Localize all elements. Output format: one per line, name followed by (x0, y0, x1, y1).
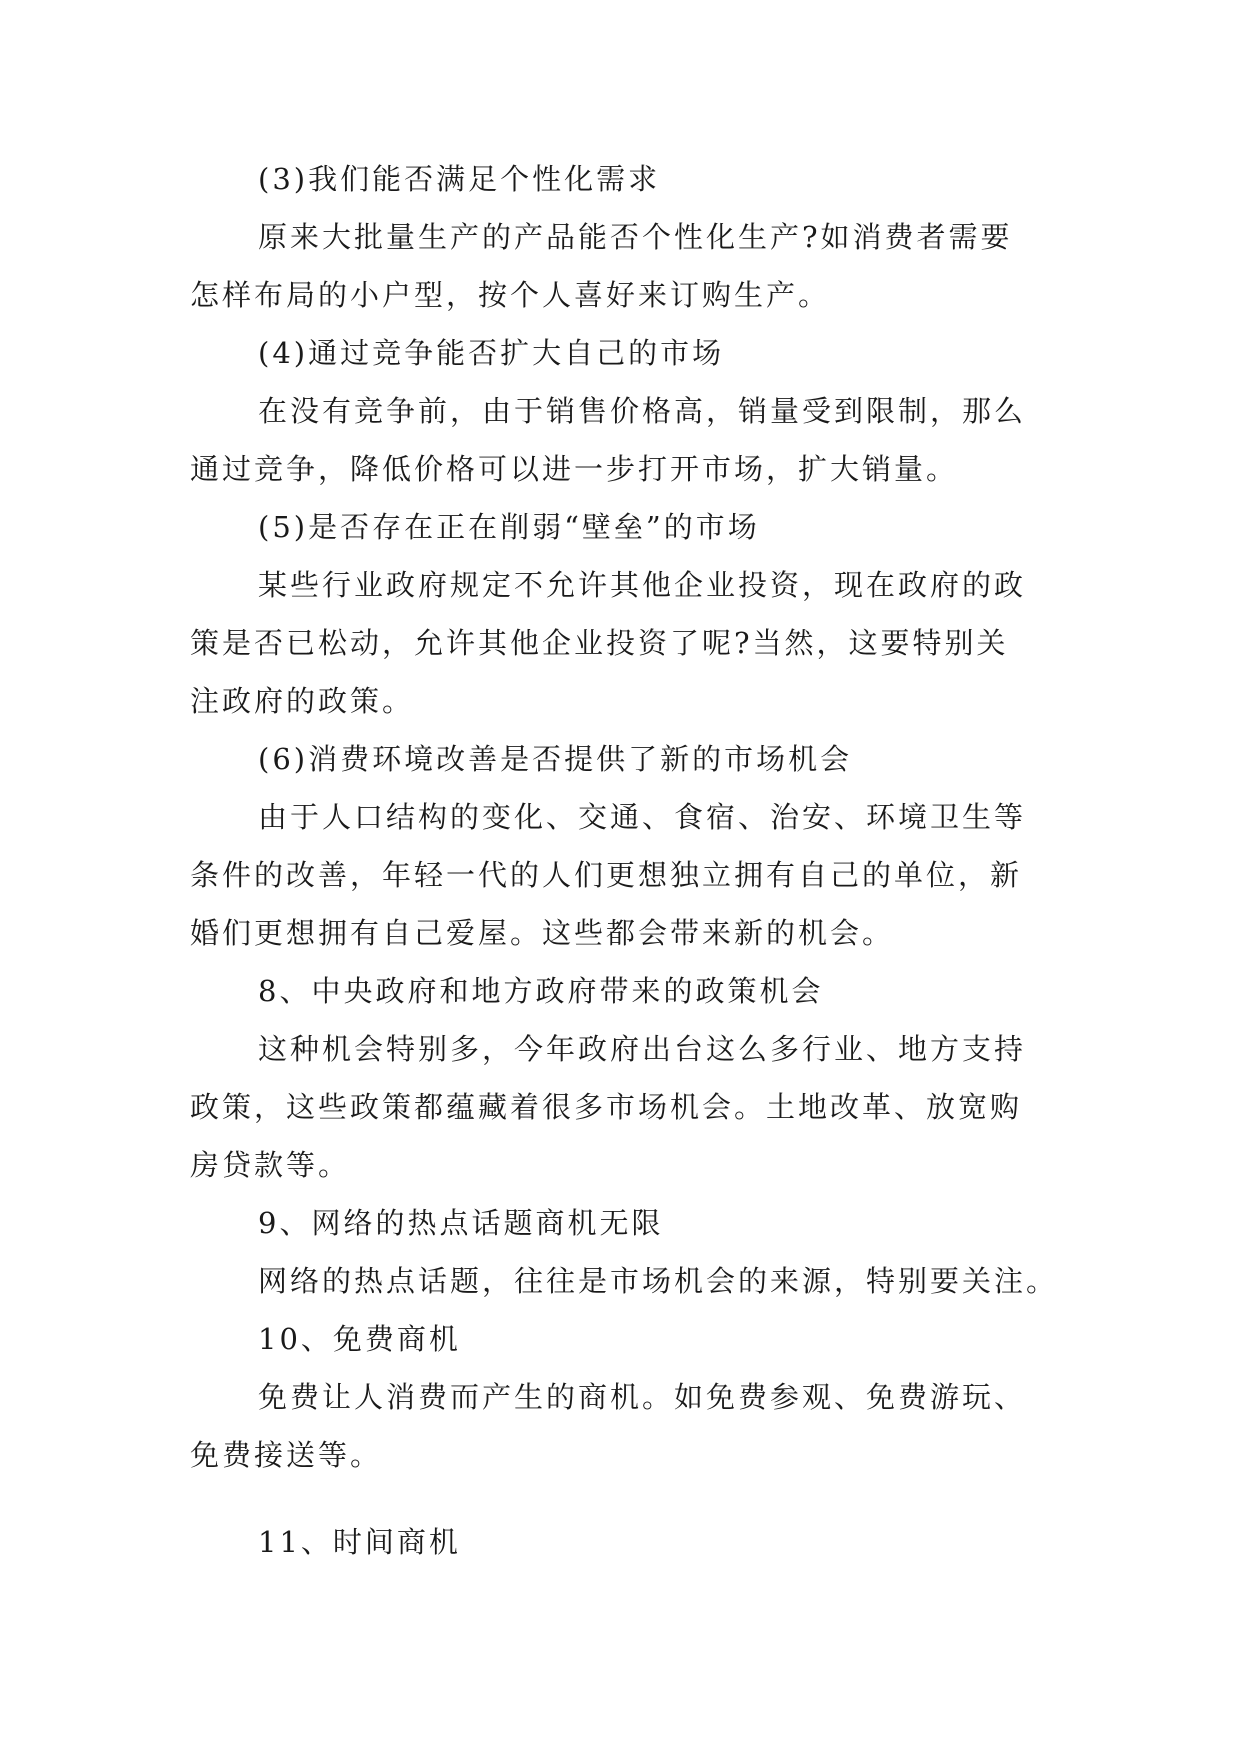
paragraph-line: 免费接送等。 (190, 1438, 383, 1472)
paragraph-line: 在没有竞争前，由于销售价格高，销量受到限制，那么 (258, 394, 1027, 428)
section-heading-8: 8、中央政府和地方政府带来的政策机会 (258, 974, 824, 1008)
paragraph-line: 房贷款等。 (190, 1148, 351, 1182)
subheading-6: (6)消费环境改善是否提供了新的市场机会 (258, 742, 853, 776)
paragraph-line: 某些行业政府规定不允许其他企业投资，现在政府的政 (258, 568, 1027, 602)
subheading-5: (5)是否存在正在削弱“壁垒”的市场 (258, 510, 760, 544)
paragraph-line: 原来大批量生产的产品能否个性化生产?如消费者需要 (258, 220, 1013, 254)
paragraph-line: 怎样布局的小户型，按个人喜好来订购生产。 (190, 278, 831, 312)
paragraph-line: 婚们更想拥有自己爱屋。这些都会带来新的机会。 (190, 916, 895, 950)
paragraph-line: 政策，这些政策都蕴藏着很多市场机会。土地改革、放宽购 (190, 1090, 1023, 1124)
paragraph-line: 条件的改善，年轻一代的人们更想独立拥有自己的单位，新 (190, 858, 1023, 892)
paragraph-line: 网络的热点话题，往往是市场机会的来源，特别要关注。 (258, 1264, 1059, 1298)
paragraph-line: 注政府的政策。 (190, 684, 415, 718)
paragraph-line: 免费让人消费而产生的商机。如免费参观、免费游玩、 (258, 1380, 1027, 1414)
section-heading-10: 10、免费商机 (258, 1322, 461, 1356)
paragraph-line: 由于人口结构的变化、交通、食宿、治安、环境卫生等 (258, 800, 1027, 834)
document-body (190, 150, 1070, 1571)
paragraph-line: 通过竞争，降低价格可以进一步打开市场，扩大销量。 (190, 452, 959, 486)
subheading-4: (4)通过竞争能否扩大自己的市场 (258, 336, 725, 370)
section-heading-9: 9、网络的热点话题商机无限 (258, 1206, 664, 1240)
paragraph-line: 这种机会特别多，今年政府出台这么多行业、地方支持 (258, 1032, 1027, 1066)
spacer (190, 1484, 1070, 1513)
paragraph-line: 策是否已松动，允许其他企业投资了呢?当然，这要特别关 (190, 626, 1009, 660)
section-heading-11: 11、时间商机 (258, 1525, 461, 1559)
subheading-3: (3)我们能否满足个性化需求 (258, 162, 661, 196)
